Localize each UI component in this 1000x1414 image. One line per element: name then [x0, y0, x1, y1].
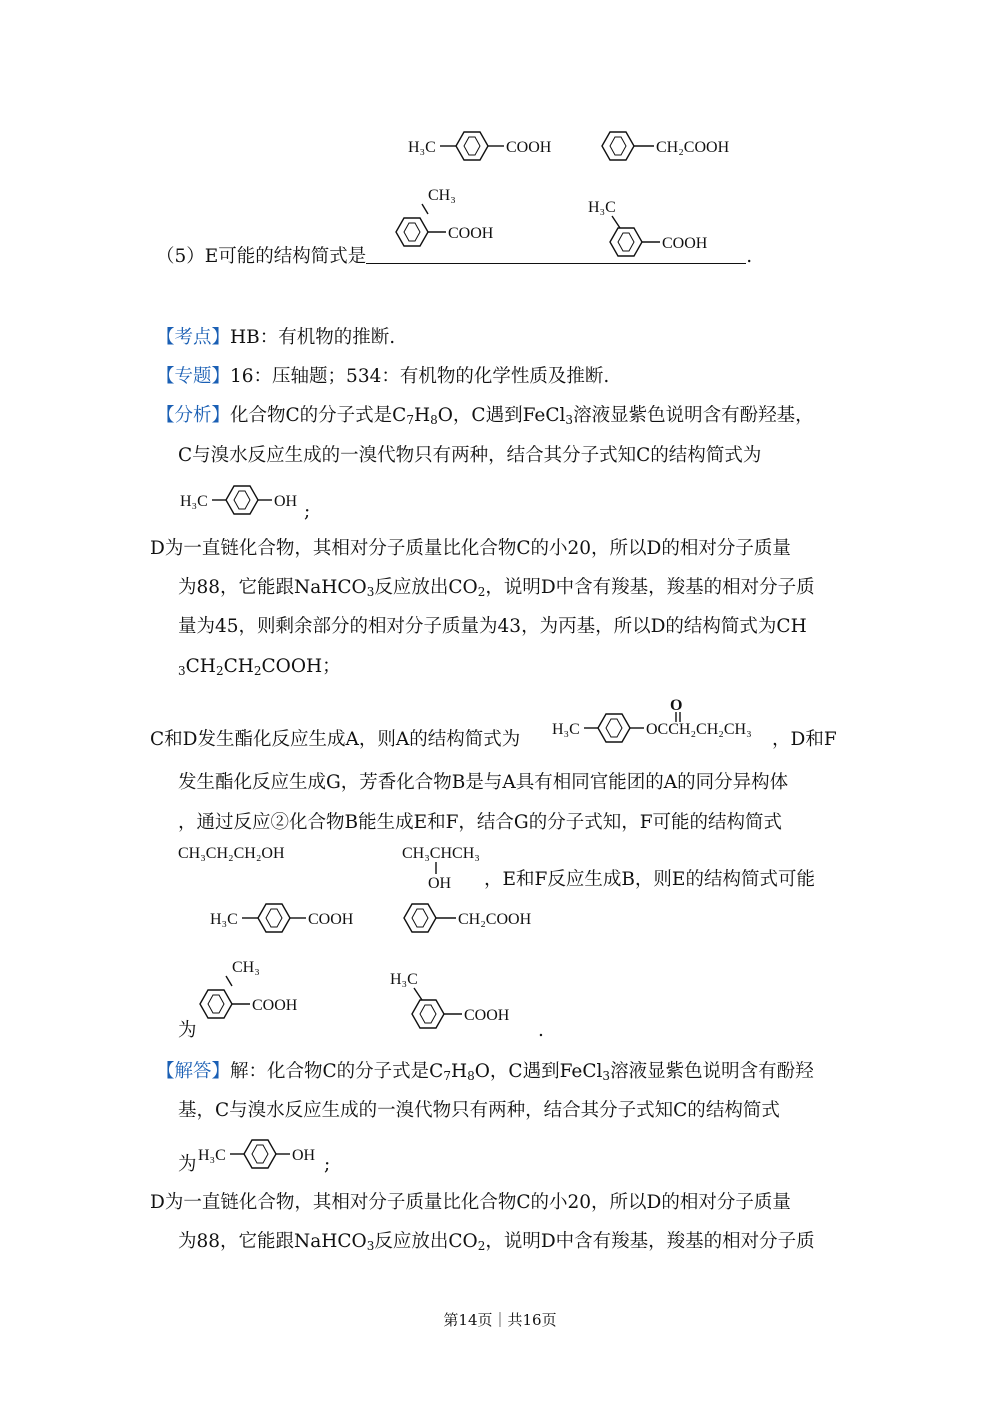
svg-text:OH: OH [292, 1147, 316, 1164]
fenxi-semicolon: ; [304, 501, 311, 522]
structure-p-toluic-acid [408, 126, 568, 166]
fenxi-a-line-2: 发生酯化反应生成G，芳香化合物B是与A具有相同官能团的A的同分异构体 [178, 772, 789, 793]
svg-text:COOH: COOH [662, 235, 708, 252]
svg-text:CH₃: CH₃ [428, 187, 456, 204]
fenxi-d-line-4: $_3CH_2CH_2COOH$； [178, 656, 341, 678]
zhuanti-line: 【专题】16：压轴题；534：有机物的化学性质及推断. [156, 366, 610, 387]
jieda-line-1: 【解答】解：化合物C的分子式是$C_7H_8O$，C遇到FeCl$_3$溶液显紫色说明含有酚羟 [156, 1061, 814, 1083]
kaodian-tag: 【考点】 [156, 327, 231, 348]
svg-text:H₃C: H₃C [588, 199, 616, 216]
structure-p-cresol-1 [180, 480, 320, 520]
fenxi-wei: 为 [178, 1020, 197, 1041]
fenxi-line-2: C与溴水反应生成的一溴代物只有两种，结合其分子式知C的结构简式为 [178, 445, 762, 466]
svg-text:COOH: COOH [252, 997, 298, 1014]
jieda-tag: 【解答】 [156, 1061, 231, 1082]
fenxi-end-dot: . [538, 1020, 544, 1041]
page-footer: 第14页｜共16页 [443, 1311, 557, 1329]
svg-text:OH: OH [428, 875, 452, 892]
fenxi-d-line-3: 量为45，则剩余部分的相对分子质量为43，为丙基，所以D的结构简式为CH [178, 616, 807, 637]
fenxi-d-line-1: D为一直链化合物，其相对分子质量比化合物C的小20，所以D的相对分子质量 [150, 538, 791, 559]
structure-p-cresol-2 [198, 1134, 338, 1174]
fenxi-line-1: 【分析】化合物C的分子式是$C_7H_8O$，C遇到FeCl$_3$溶液显紫色说明含有酚羟基， [156, 405, 814, 427]
fenxi-a-line-3: ，通过反应②化合物B能生成E和F，结合G的分子式知，F可能的结构简式 [178, 812, 783, 833]
svg-text:H₃C: H₃C [180, 493, 208, 510]
svg-text:COOH: COOH [506, 139, 552, 156]
fenxi-a-line-4: ，E和F反应生成B，则E的结构简式可能 [484, 869, 815, 890]
jieda-semicolon: ; [324, 1154, 331, 1175]
jieda-wei: 为 [178, 1154, 197, 1175]
fenxi-a-line-1a: C和D发生酯化反应生成A，则A的结构简式为 [150, 729, 521, 750]
svg-text:CH₃: CH₃ [232, 959, 260, 976]
svg-text:OCCH₂CH₂CH₃: OCCH₂CH₂CH₃ [646, 721, 752, 738]
structure-o-toluic-acid-2 [198, 956, 318, 1036]
svg-text:H₃C: H₃C [552, 721, 580, 738]
jieda-d-line-2: 为88，它能跟NaHCO$_3$反应放出$CO_2$，说明D中含有羧基，羧基的相对分子质 [178, 1231, 815, 1253]
svg-text:H₃C: H₃C [210, 911, 238, 928]
structure-m-toluic-acid-2 [390, 968, 530, 1043]
svg-text:CH₃CHCH₃: CH₃CHCH₃ [402, 845, 480, 862]
structure-1-propanol [178, 840, 318, 864]
svg-text:COOH: COOH [448, 225, 494, 242]
structure-ester-a [552, 696, 782, 752]
fenxi-a-line-1b: ，D和F [772, 729, 837, 750]
structure-phenylacetic-acid [600, 126, 750, 166]
kaodian-line: 【考点】HB：有机物的推断. [156, 327, 396, 348]
structure-p-toluic-acid-2 [210, 898, 370, 938]
svg-text:O: O [670, 697, 683, 714]
answer-blank [366, 245, 746, 264]
svg-text:COOH: COOH [464, 1007, 510, 1024]
svg-text:COOH: COOH [308, 911, 354, 928]
svg-text:H₃C: H₃C [390, 971, 418, 988]
svg-text:CH₃CH₂CH₂OH: CH₃CH₂CH₂OH [178, 845, 285, 862]
jieda-d-line-1: D为一直链化合物，其相对分子质量比化合物C的小20，所以D的相对分子质量 [150, 1192, 791, 1213]
svg-text:CH₂COOH: CH₂COOH [656, 139, 730, 156]
svg-text:CH₂COOH: CH₂COOH [458, 911, 532, 928]
svg-text:H₃C: H₃C [408, 139, 436, 156]
structure-phenylacetic-acid-2 [402, 898, 552, 938]
question-5: （5）E可能的结构简式是 . [156, 246, 753, 267]
svg-text:OH: OH [274, 493, 298, 510]
jieda-line-2: 基，C与溴水反应生成的一溴代物只有两种，结合其分子式知C的结构简式 [178, 1100, 780, 1121]
fenxi-d-line-2: 为88，它能跟NaHCO$_3$反应放出$CO_2$，说明D中含有羧基，羧基的相对分子质 [178, 577, 815, 599]
svg-text:H₃C: H₃C [198, 1147, 226, 1164]
zhuanti-tag: 【专题】 [156, 366, 231, 387]
fenxi-tag: 【分析】 [156, 405, 231, 426]
